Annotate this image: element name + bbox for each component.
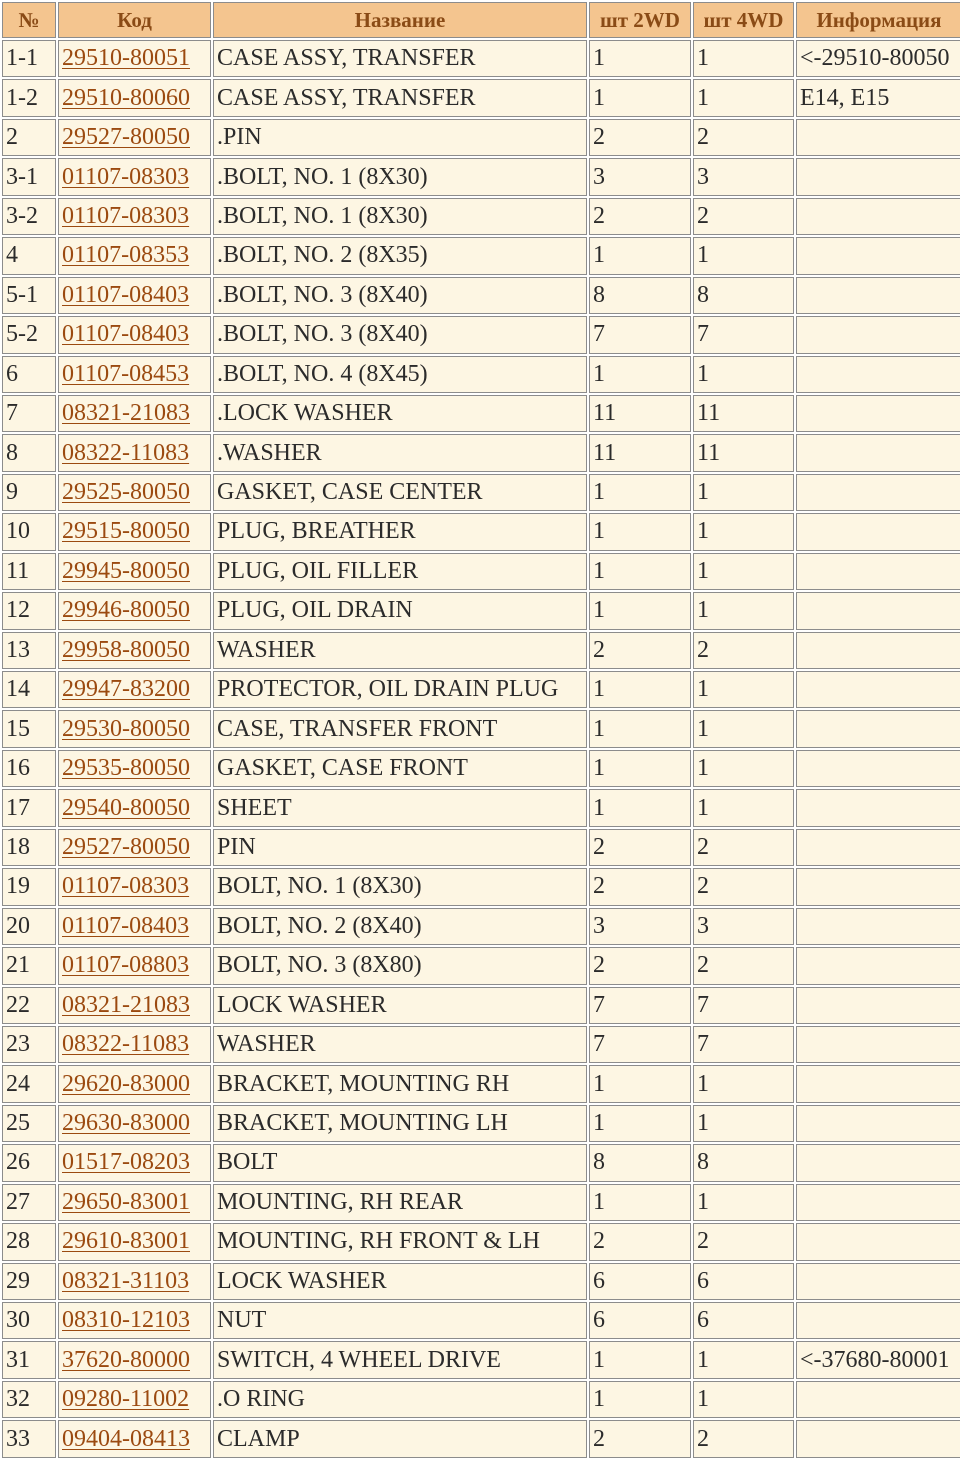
row-number-cell: 15: [2, 710, 56, 747]
row-number-cell: 26: [2, 1144, 56, 1181]
qty-2wd-cell: 1: [589, 671, 691, 708]
part-code-cell: [58, 908, 211, 945]
part-code-link[interactable]: 01517-08203: [62, 1149, 190, 1176]
table-row: [2, 513, 960, 550]
part-name-cell: SHEET: [213, 789, 587, 826]
part-code-cell: [58, 553, 211, 590]
part-code-link[interactable]: 01107-08403: [62, 281, 190, 308]
qty-4wd-cell: 1: [693, 1105, 794, 1142]
table-row: [2, 987, 960, 1024]
part-code-link[interactable]: 29946-80050: [62, 597, 190, 624]
qty-2wd-cell: 3: [589, 158, 691, 195]
part-code-cell: [58, 947, 211, 984]
part-name-cell: BOLT, NO. 3 (8X80): [213, 947, 587, 984]
qty-2wd-cell: 2: [589, 947, 691, 984]
part-name-cell: GASKET, CASE FRONT: [213, 750, 587, 787]
table-row: [2, 1184, 960, 1221]
part-code-cell: [58, 237, 211, 274]
row-number-cell: 17: [2, 789, 56, 826]
table-row: [2, 592, 960, 629]
qty-2wd-cell: 1: [589, 1184, 691, 1221]
part-code-link[interactable]: 09280-11002: [62, 1386, 190, 1413]
row-number-cell: 22: [2, 987, 56, 1024]
info-cell: [796, 474, 960, 511]
table-row: [2, 316, 960, 353]
info-cell: <-37680-80001: [796, 1341, 960, 1378]
part-code-cell: [58, 592, 211, 629]
table-row: [2, 789, 960, 826]
row-number-cell: 13: [2, 632, 56, 669]
part-name-cell: BOLT, NO. 1 (8X30): [213, 868, 587, 905]
table-row: [2, 356, 960, 393]
info-cell: [796, 356, 960, 393]
info-cell: [796, 750, 960, 787]
part-code-link[interactable]: 01107-08303: [62, 202, 190, 229]
table-row: [2, 1065, 960, 1102]
row-number-cell: 30: [2, 1302, 56, 1339]
part-code-cell: [58, 79, 211, 116]
info-cell: [796, 277, 960, 314]
table-row: [2, 198, 960, 235]
part-code-cell: [58, 1065, 211, 1102]
row-number-cell: 7: [2, 395, 56, 432]
part-code-cell: [58, 868, 211, 905]
qty-2wd-cell: 6: [589, 1263, 691, 1300]
part-name-cell: .PIN: [213, 119, 587, 156]
qty-4wd-cell: 11: [693, 434, 794, 471]
part-code-cell: [58, 356, 211, 393]
qty-4wd-cell: 3: [693, 158, 794, 195]
part-name-cell: MOUNTING, RH REAR: [213, 1184, 587, 1221]
part-code-link[interactable]: 08322-11083: [62, 1031, 190, 1058]
part-code-cell: [58, 316, 211, 353]
info-cell: [796, 1223, 960, 1260]
qty-2wd-cell: 1: [589, 79, 691, 116]
row-number-cell: 3-2: [2, 198, 56, 235]
row-number-cell: 24: [2, 1065, 56, 1102]
part-code-link[interactable]: 29527-80050: [62, 124, 190, 151]
qty-4wd-cell: 2: [693, 947, 794, 984]
part-name-cell: .BOLT, NO. 4 (8X45): [213, 356, 587, 393]
row-number-cell: 31: [2, 1341, 56, 1378]
info-cell: [796, 1302, 960, 1339]
qty-2wd-cell: 1: [589, 1065, 691, 1102]
part-code-link[interactable]: 29530-80050: [62, 715, 190, 742]
table-row: [2, 908, 960, 945]
qty-2wd-cell: 1: [589, 592, 691, 629]
part-name-cell: .WASHER: [213, 434, 587, 471]
part-code-link[interactable]: 08310-12103: [62, 1307, 190, 1334]
info-cell: [796, 1105, 960, 1142]
row-number-cell: 18: [2, 829, 56, 866]
row-number-cell: 23: [2, 1026, 56, 1063]
qty-4wd-cell: 1: [693, 1184, 794, 1221]
part-code-link[interactable]: 29510-80051: [62, 45, 190, 72]
qty-4wd-cell: 1: [693, 750, 794, 787]
info-cell: [796, 316, 960, 353]
part-code-link[interactable]: 29958-80050: [62, 636, 190, 663]
table-row: [2, 1420, 960, 1457]
row-number-cell: 9: [2, 474, 56, 511]
info-cell: [796, 1420, 960, 1457]
qty-2wd-cell: 7: [589, 987, 691, 1024]
qty-4wd-cell: 7: [693, 1026, 794, 1063]
part-name-cell: LOCK WASHER: [213, 987, 587, 1024]
row-number-cell: 10: [2, 513, 56, 550]
part-code-cell: [58, 513, 211, 550]
row-number-cell: 1-2: [2, 79, 56, 116]
column-header-qty-2wd: шт 2WD: [589, 2, 691, 38]
info-cell: [796, 671, 960, 708]
part-code-cell: [58, 1341, 211, 1378]
info-cell: [796, 987, 960, 1024]
part-code-link[interactable]: 29525-80050: [62, 479, 190, 506]
part-code-cell: [58, 1420, 211, 1457]
table-row: [2, 79, 960, 116]
part-name-cell: PROTECTOR, OIL DRAIN PLUG: [213, 671, 587, 708]
table-row: [2, 474, 960, 511]
part-code-link[interactable]: 29527-80050: [62, 833, 190, 860]
part-code-cell: [58, 40, 211, 77]
table-row: [2, 1223, 960, 1260]
qty-2wd-cell: 1: [589, 1341, 691, 1378]
part-code-cell: [58, 1026, 211, 1063]
row-number-cell: 32: [2, 1381, 56, 1418]
part-name-cell: BOLT, NO. 2 (8X40): [213, 908, 587, 945]
table-row: [2, 1105, 960, 1142]
table-row: [2, 710, 960, 747]
table-row: [2, 553, 960, 590]
qty-2wd-cell: 3: [589, 908, 691, 945]
part-code-link[interactable]: 01107-08803: [62, 952, 190, 979]
row-number-cell: 8: [2, 434, 56, 471]
row-number-cell: 3-1: [2, 158, 56, 195]
table-row: [2, 1381, 960, 1418]
column-header-code: Код: [58, 2, 211, 38]
table-row: [2, 1026, 960, 1063]
qty-4wd-cell: 3: [693, 908, 794, 945]
qty-2wd-cell: 1: [589, 237, 691, 274]
part-name-cell: CASE, TRANSFER FRONT: [213, 710, 587, 747]
qty-4wd-cell: 1: [693, 710, 794, 747]
part-code-cell: [58, 198, 211, 235]
row-number-cell: 25: [2, 1105, 56, 1142]
part-code-link[interactable]: 01107-08353: [62, 242, 190, 269]
row-number-cell: 4: [2, 237, 56, 274]
part-name-cell: .BOLT, NO. 3 (8X40): [213, 316, 587, 353]
qty-4wd-cell: 2: [693, 829, 794, 866]
part-code-link[interactable]: 37620-80000: [62, 1346, 190, 1373]
part-code-cell: [58, 632, 211, 669]
part-code-cell: [58, 829, 211, 866]
part-name-cell: WASHER: [213, 632, 587, 669]
qty-4wd-cell: 2: [693, 119, 794, 156]
qty-2wd-cell: 2: [589, 1223, 691, 1260]
row-number-cell: 11: [2, 553, 56, 590]
row-number-cell: 1-1: [2, 40, 56, 77]
info-cell: [796, 513, 960, 550]
qty-4wd-cell: 1: [693, 474, 794, 511]
part-code-link[interactable]: 29535-80050: [62, 755, 190, 782]
qty-4wd-cell: 7: [693, 987, 794, 1024]
part-code-link[interactable]: 08321-31103: [62, 1267, 190, 1294]
qty-2wd-cell: 2: [589, 829, 691, 866]
qty-2wd-cell: 1: [589, 1105, 691, 1142]
column-header-qty-4wd: шт 4WD: [693, 2, 794, 38]
part-name-cell: CASE ASSY, TRANSFER: [213, 79, 587, 116]
column-header-name: Название: [213, 2, 587, 38]
qty-4wd-cell: 8: [693, 277, 794, 314]
qty-4wd-cell: 2: [693, 632, 794, 669]
table-row: [2, 829, 960, 866]
qty-4wd-cell: 2: [693, 1420, 794, 1457]
part-code-link[interactable]: 08321-21083: [62, 991, 190, 1018]
qty-2wd-cell: 11: [589, 434, 691, 471]
part-name-cell: .O RING: [213, 1381, 587, 1418]
qty-2wd-cell: 2: [589, 198, 691, 235]
qty-2wd-cell: 1: [589, 553, 691, 590]
qty-2wd-cell: 2: [589, 868, 691, 905]
qty-4wd-cell: 1: [693, 1341, 794, 1378]
info-cell: [796, 434, 960, 471]
qty-4wd-cell: 1: [693, 789, 794, 826]
table-row: [2, 750, 960, 787]
row-number-cell: 21: [2, 947, 56, 984]
table-row: [2, 1263, 960, 1300]
part-name-cell: GASKET, CASE CENTER: [213, 474, 587, 511]
qty-4wd-cell: 1: [693, 513, 794, 550]
row-number-cell: 33: [2, 1420, 56, 1457]
part-code-link[interactable]: 08321-21083: [62, 400, 190, 427]
table-row: [2, 395, 960, 432]
qty-2wd-cell: 1: [589, 1381, 691, 1418]
table-row: [2, 947, 960, 984]
part-code-cell: [58, 119, 211, 156]
part-code-cell: [58, 1105, 211, 1142]
part-name-cell: .BOLT, NO. 2 (8X35): [213, 237, 587, 274]
part-code-link[interactable]: 29945-80050: [62, 557, 190, 584]
row-number-cell: 29: [2, 1263, 56, 1300]
info-cell: [796, 198, 960, 235]
part-code-link[interactable]: 01107-08303: [62, 163, 190, 190]
info-cell: [796, 868, 960, 905]
part-code-cell: [58, 789, 211, 826]
part-name-cell: PLUG, BREATHER: [213, 513, 587, 550]
part-code-cell: [58, 1144, 211, 1181]
part-code-cell: [58, 277, 211, 314]
part-name-cell: BRACKET, MOUNTING RH: [213, 1065, 587, 1102]
info-cell: [796, 1184, 960, 1221]
qty-4wd-cell: 1: [693, 79, 794, 116]
part-name-cell: .LOCK WASHER: [213, 395, 587, 432]
info-cell: [796, 789, 960, 826]
table-row: [2, 1144, 960, 1181]
row-number-cell: 19: [2, 868, 56, 905]
part-name-cell: .BOLT, NO. 3 (8X40): [213, 277, 587, 314]
part-code-cell: [58, 474, 211, 511]
part-code-link[interactable]: 01107-08403: [62, 321, 190, 348]
table-row: [2, 119, 960, 156]
qty-4wd-cell: 1: [693, 553, 794, 590]
table-header: [2, 2, 960, 38]
part-name-cell: LOCK WASHER: [213, 1263, 587, 1300]
part-code-link[interactable]: 09404-08413: [62, 1425, 190, 1452]
row-number-cell: 28: [2, 1223, 56, 1260]
part-name-cell: .BOLT, NO. 1 (8X30): [213, 158, 587, 195]
qty-4wd-cell: 1: [693, 237, 794, 274]
row-number-cell: 2: [2, 119, 56, 156]
table-row: [2, 1302, 960, 1339]
part-code-cell: [58, 1184, 211, 1221]
part-code-cell: [58, 987, 211, 1024]
part-name-cell: PLUG, OIL DRAIN: [213, 592, 587, 629]
part-name-cell: .BOLT, NO. 1 (8X30): [213, 198, 587, 235]
info-cell: E14, E15: [796, 79, 960, 116]
info-cell: [796, 119, 960, 156]
part-code-cell: [58, 434, 211, 471]
part-code-link[interactable]: 29610-83001: [62, 1228, 190, 1255]
qty-2wd-cell: 2: [589, 1420, 691, 1457]
part-code-cell: [58, 671, 211, 708]
qty-4wd-cell: 7: [693, 316, 794, 353]
part-code-link[interactable]: 29650-83001: [62, 1188, 190, 1215]
qty-2wd-cell: 8: [589, 1144, 691, 1181]
row-number-cell: 20: [2, 908, 56, 945]
qty-4wd-cell: 8: [693, 1144, 794, 1181]
qty-4wd-cell: 2: [693, 198, 794, 235]
qty-4wd-cell: 1: [693, 592, 794, 629]
part-code-link[interactable]: 29620-83000: [62, 1070, 190, 1097]
info-cell: [796, 592, 960, 629]
table-row: [2, 434, 960, 471]
part-code-cell: [58, 750, 211, 787]
qty-2wd-cell: 2: [589, 632, 691, 669]
part-code-link[interactable]: 01107-08403: [62, 912, 190, 939]
qty-4wd-cell: 2: [693, 868, 794, 905]
info-cell: [796, 553, 960, 590]
table-row: [2, 671, 960, 708]
qty-4wd-cell: 1: [693, 671, 794, 708]
table-body: [2, 40, 960, 1458]
header-row: [2, 2, 960, 38]
part-code-link[interactable]: 29510-80060: [62, 84, 190, 111]
table-row: [2, 277, 960, 314]
qty-4wd-cell: 2: [693, 1223, 794, 1260]
info-cell: [796, 1263, 960, 1300]
row-number-cell: 12: [2, 592, 56, 629]
table-row: [2, 868, 960, 905]
info-cell: [796, 947, 960, 984]
info-cell: [796, 1065, 960, 1102]
qty-4wd-cell: 1: [693, 40, 794, 77]
part-code-cell: [58, 710, 211, 747]
part-code-cell: [58, 1302, 211, 1339]
part-code-cell: [58, 158, 211, 195]
column-header-info: Информация: [796, 2, 960, 38]
part-name-cell: CASE ASSY, TRANSFER: [213, 40, 587, 77]
qty-2wd-cell: 6: [589, 1302, 691, 1339]
qty-2wd-cell: 1: [589, 356, 691, 393]
row-number-cell: 5-1: [2, 277, 56, 314]
info-cell: [796, 632, 960, 669]
info-cell: [796, 1026, 960, 1063]
qty-4wd-cell: 1: [693, 356, 794, 393]
part-code-cell: [58, 1223, 211, 1260]
table-row: [2, 40, 960, 77]
part-name-cell: PIN: [213, 829, 587, 866]
row-number-cell: 14: [2, 671, 56, 708]
part-code-link[interactable]: 29947-83200: [62, 676, 190, 703]
row-number-cell: 6: [2, 356, 56, 393]
part-code-link[interactable]: 01107-08453: [62, 360, 190, 387]
qty-2wd-cell: 2: [589, 119, 691, 156]
qty-4wd-cell: 6: [693, 1263, 794, 1300]
qty-2wd-cell: 1: [589, 513, 691, 550]
part-code-link[interactable]: 29630-83000: [62, 1110, 190, 1137]
qty-2wd-cell: 1: [589, 750, 691, 787]
qty-2wd-cell: 7: [589, 1026, 691, 1063]
row-number-cell: 16: [2, 750, 56, 787]
qty-2wd-cell: 11: [589, 395, 691, 432]
info-cell: [796, 237, 960, 274]
table-row: [2, 632, 960, 669]
table-row: [2, 237, 960, 274]
part-name-cell: BRACKET, MOUNTING LH: [213, 1105, 587, 1142]
qty-2wd-cell: 1: [589, 40, 691, 77]
info-cell: [796, 710, 960, 747]
info-cell: [796, 908, 960, 945]
info-cell: [796, 158, 960, 195]
part-name-cell: BOLT: [213, 1144, 587, 1181]
qty-4wd-cell: 6: [693, 1302, 794, 1339]
info-cell: [796, 829, 960, 866]
table-row: [2, 158, 960, 195]
part-name-cell: MOUNTING, RH FRONT & LH: [213, 1223, 587, 1260]
qty-4wd-cell: 11: [693, 395, 794, 432]
part-code-cell: [58, 395, 211, 432]
qty-2wd-cell: 7: [589, 316, 691, 353]
part-code-cell: [58, 1263, 211, 1300]
qty-2wd-cell: 8: [589, 277, 691, 314]
part-code-link[interactable]: 01107-08303: [62, 873, 190, 900]
table-row: [2, 1341, 960, 1378]
info-cell: [796, 1144, 960, 1181]
part-name-cell: WASHER: [213, 1026, 587, 1063]
part-name-cell: NUT: [213, 1302, 587, 1339]
row-number-cell: 27: [2, 1184, 56, 1221]
qty-2wd-cell: 1: [589, 710, 691, 747]
qty-4wd-cell: 1: [693, 1065, 794, 1102]
part-name-cell: CLAMP: [213, 1420, 587, 1457]
info-cell: <-29510-80050: [796, 40, 960, 77]
part-code-link[interactable]: 29515-80050: [62, 518, 190, 545]
row-number-cell: 5-2: [2, 316, 56, 353]
part-name-cell: PLUG, OIL FILLER: [213, 553, 587, 590]
part-code-cell: [58, 1381, 211, 1418]
info-cell: [796, 395, 960, 432]
qty-4wd-cell: 1: [693, 1381, 794, 1418]
qty-2wd-cell: 1: [589, 789, 691, 826]
part-code-link[interactable]: 29540-80050: [62, 794, 190, 821]
qty-2wd-cell: 1: [589, 474, 691, 511]
info-cell: [796, 1381, 960, 1418]
part-name-cell: SWITCH, 4 WHEEL DRIVE: [213, 1341, 587, 1378]
column-header-no: №: [2, 2, 56, 38]
part-code-link[interactable]: 08322-11083: [62, 439, 190, 466]
